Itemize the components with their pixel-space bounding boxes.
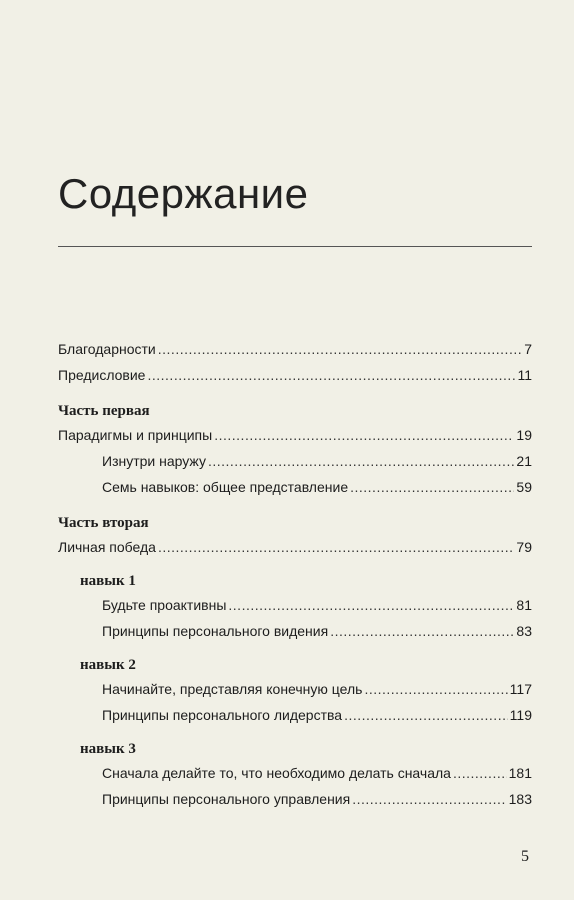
toc-entry-label: Личная победа [58,539,156,555]
toc-entry-page: 21 [516,453,532,469]
dot-leader [208,448,514,474]
toc-entry-label: Изнутри наружу [102,453,206,469]
dot-leader [214,422,514,448]
toc-entry-label: Будьте проактивны [102,597,227,613]
toc-entry-page: 11 [517,367,532,383]
toc-entry-label: Сначала делайте то, что необходимо делать сначала [102,765,451,781]
toc-entry-page: 117 [509,681,532,697]
toc-entry-paradigms [58,422,532,448]
toc-entry-acknowledgements [58,336,532,362]
toc-entry-page: 83 [516,623,532,639]
dot-leader [147,362,515,388]
part-heading-1: Часть первая [58,403,150,419]
toc-entry-be-proactive [58,592,532,618]
skill-heading-3: навык 3 [80,741,136,757]
toc-entry-page: 79 [516,539,532,555]
dot-leader [344,702,508,728]
toc-entry-label: Начинайте, представляя конечную цель [102,681,363,697]
toc-entry-label: Предисловие [58,367,146,383]
dot-leader [228,592,514,618]
toc-entry-label: Парадигмы и принципы [58,427,213,443]
skill-heading-2: навык 2 [80,657,136,673]
toc-entry-inside-out [58,448,532,474]
toc-entry-page: 81 [516,597,532,613]
toc-entry-first-things-first [58,760,532,786]
dot-leader [352,786,506,812]
dot-leader [330,618,514,644]
skill-heading-1: навык 1 [80,573,136,589]
toc-entry-label: Принципы персонального лидерства [102,707,343,723]
toc-entry-page: 119 [509,707,532,723]
toc-entry-personal-vision [58,618,532,644]
toc-entry-personal-management [58,786,532,812]
part-heading-2: Часть вторая [58,515,149,531]
page-title: Содержание [58,170,309,217]
table-of-contents [58,336,532,812]
page-number: 5 [521,848,529,865]
dot-leader [158,336,522,362]
dot-leader [453,760,507,786]
toc-entry-page: 181 [508,765,532,781]
dot-leader [350,474,514,500]
toc-entry-label: Благодарности [58,341,156,357]
toc-entry-preface [58,362,532,388]
toc-entry-seven-habits-overview [58,474,532,500]
toc-entry-personal-leadership [58,702,532,728]
toc-entry-begin-with-end [58,676,532,702]
toc-entry-private-victory [58,534,532,560]
toc-entry-page: 19 [516,427,532,443]
dot-leader [158,534,514,560]
toc-entry-page: 183 [508,791,532,807]
toc-entry-page: 7 [524,341,532,357]
toc-entry-label: Принципы персонального видения [102,623,329,639]
title-divider [58,246,532,247]
toc-entry-page: 59 [516,479,532,495]
toc-entry-label: Семь навыков: общее представление [102,479,349,495]
dot-leader [364,676,507,702]
toc-entry-label: Принципы персонального управления [102,791,351,807]
